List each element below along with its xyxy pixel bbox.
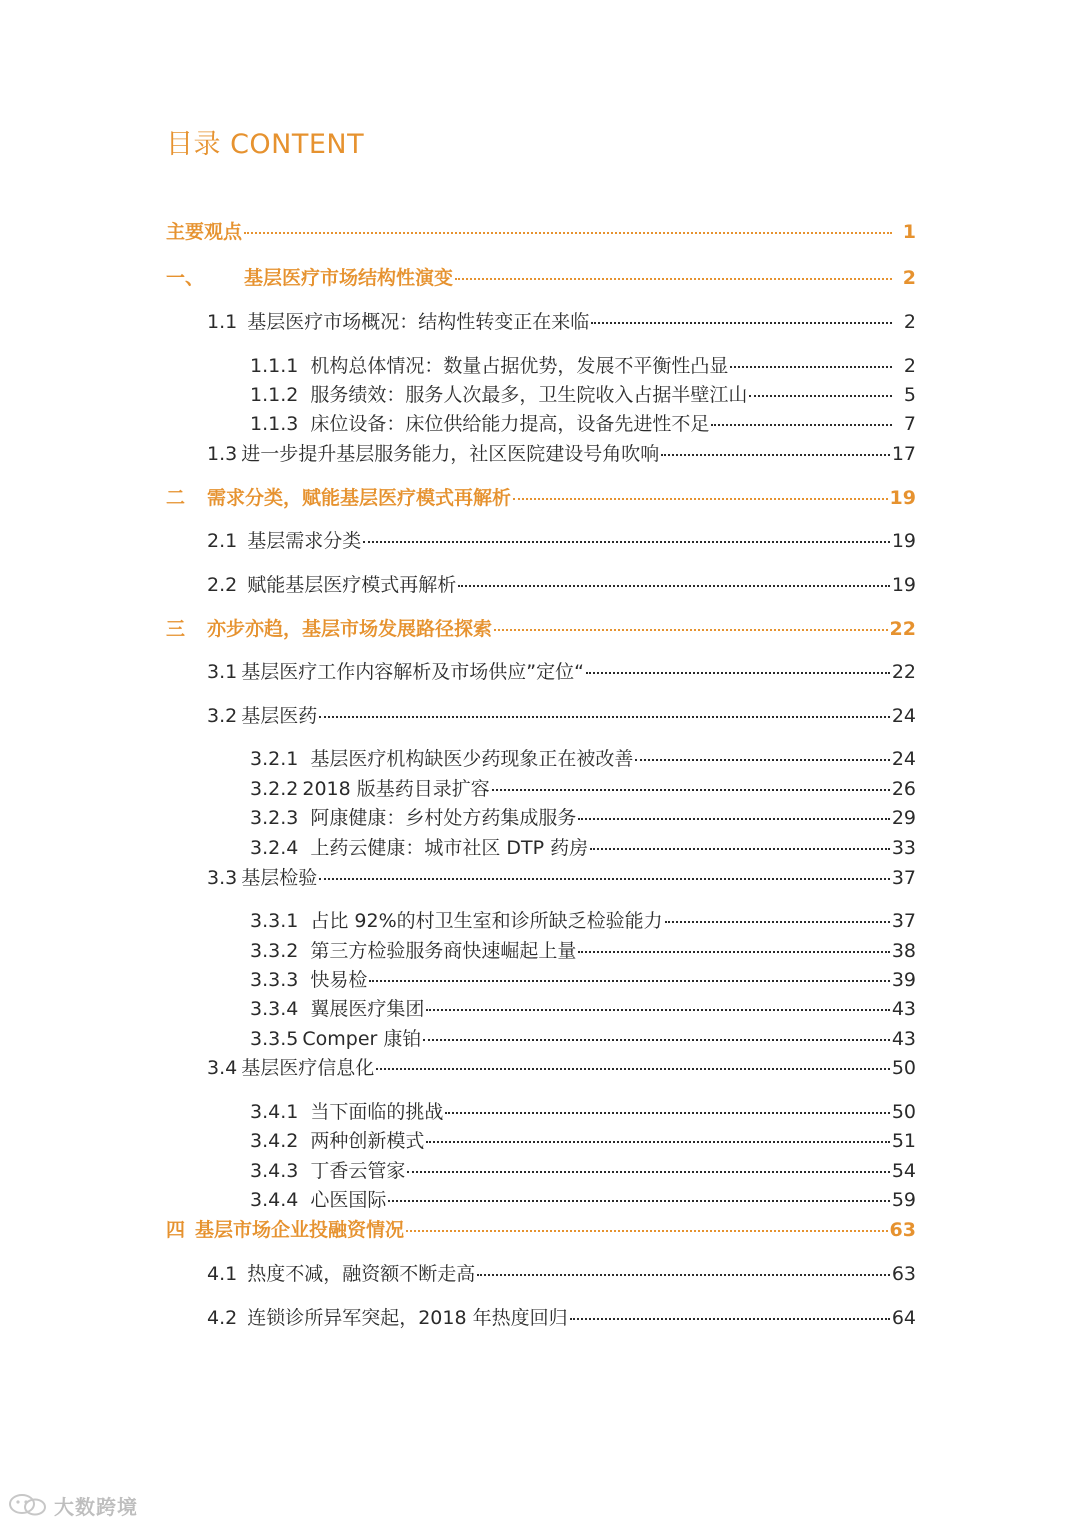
wechat-logo-icon — [8, 1492, 48, 1518]
toc-page-number: 37 — [891, 867, 916, 889]
toc-entry-number: 4.1 — [207, 1263, 238, 1285]
toc-dot-leader — [369, 980, 889, 982]
toc-entry-number: 3.3.5 — [250, 1028, 299, 1050]
toc-entry[interactable] — [250, 1186, 916, 1214]
toc-page-number: 43 — [891, 998, 916, 1020]
toc-dot-leader — [407, 1171, 889, 1173]
toc-entry[interactable] — [250, 907, 916, 935]
toc-entry[interactable] — [207, 658, 916, 686]
toc-entry-title: 阿康健康：乡村处方药集成服务 — [310, 807, 577, 829]
toc-page-number: 22 — [891, 661, 916, 683]
toc-entry-number: 3.4.2 — [250, 1130, 299, 1152]
toc-page-number: 26 — [891, 778, 916, 800]
watermark — [8, 1489, 138, 1521]
toc-entry-number: 3.2.2 — [250, 778, 299, 800]
toc-entry-number: 2.1 — [207, 530, 238, 552]
toc-page-number: 59 — [891, 1189, 916, 1211]
toc-entry-title: 进一步提升基层服务能力，社区医院建设号角吹响 — [241, 443, 660, 465]
toc-page-number: 50 — [891, 1101, 916, 1123]
toc-entry[interactable] — [166, 1216, 916, 1244]
toc-entry-number: 1.3 — [207, 443, 238, 465]
toc-entry-title: 基层医疗机构缺医少药现象正在被改善 — [310, 748, 634, 770]
toc-dot-leader — [492, 789, 890, 791]
toc-page-number: 24 — [891, 748, 916, 770]
toc-page-number: 19 — [891, 530, 916, 552]
toc-dot-leader — [423, 1039, 889, 1041]
toc-entry-title: 机构总体情况：数量占据优势，发展不平衡性凸显 — [310, 355, 729, 377]
toc-entry[interactable] — [207, 308, 916, 336]
toc-page-number: 63 — [889, 1219, 916, 1241]
toc-dot-leader — [426, 1141, 889, 1143]
toc-entry-title: 当下面临的挑战 — [310, 1101, 444, 1123]
toc-entry-number: 3.2.1 — [250, 748, 299, 770]
toc-dot-leader — [635, 759, 889, 761]
toc-dot-leader — [388, 1200, 889, 1202]
toc-page-number: 24 — [891, 705, 916, 727]
toc-entry-title: 基层医药 — [241, 705, 318, 727]
page-title: 目录 CONTENT — [166, 129, 365, 160]
toc-entry[interactable] — [207, 571, 916, 599]
toc-page-number: 38 — [891, 940, 916, 962]
toc-entry-title: 翼展医疗集团 — [310, 998, 425, 1020]
toc-entry-title: 基层检验 — [241, 867, 318, 889]
toc-entry-title: 上药云健康：城市社区 DTP 药房 — [310, 837, 589, 859]
toc-page-number: 64 — [891, 1307, 916, 1329]
toc-entry-number: 1.1.2 — [250, 384, 299, 406]
toc-dot-leader — [477, 1274, 890, 1276]
toc-dot-leader — [426, 1009, 889, 1011]
toc-entry-title: 主要观点 — [166, 221, 243, 243]
toc-entry-number: 1.1.1 — [250, 355, 299, 377]
toc-entry-number: 二 — [166, 487, 186, 509]
toc-entry-number: 3.3.3 — [250, 969, 299, 991]
toc-dot-leader — [578, 818, 889, 820]
toc-dot-leader — [590, 848, 890, 850]
toc-entry[interactable] — [250, 1157, 916, 1185]
toc-entry[interactable] — [207, 1054, 916, 1082]
toc-page-number: 7 — [903, 413, 916, 435]
toc-entry[interactable] — [207, 1304, 916, 1332]
toc-entry[interactable] — [207, 527, 916, 555]
toc-entry-title: 丁香云管家 — [310, 1160, 406, 1182]
toc-dot-leader — [661, 454, 890, 456]
toc-page-number: 50 — [891, 1057, 916, 1079]
toc-page-number: 54 — [891, 1160, 916, 1182]
toc-entry[interactable] — [250, 1025, 916, 1053]
toc-entry[interactable] — [250, 995, 916, 1023]
toc-page-number: 2 — [902, 267, 916, 289]
toc-page-number: 33 — [891, 837, 916, 859]
toc-entry[interactable] — [250, 1127, 916, 1155]
toc-entry-title: 第三方检验服务商快速崛起上量 — [310, 940, 577, 962]
toc-entry[interactable] — [250, 775, 916, 803]
toc-page-number: 2 — [903, 355, 916, 377]
toc-entry-title: Comper 康铂 — [302, 1028, 422, 1050]
toc-dot-leader — [570, 1318, 890, 1320]
toc-page-number: 63 — [891, 1263, 916, 1285]
toc-dot-leader — [319, 716, 890, 718]
toc-dot-leader — [578, 951, 889, 953]
toc-dot-leader — [406, 1230, 888, 1232]
toc-entry-title: 心医国际 — [310, 1189, 387, 1211]
toc-entry-number: 3.2 — [207, 705, 238, 727]
toc-page-number: 22 — [889, 618, 916, 640]
toc-entry-number: 1.1 — [207, 311, 238, 333]
toc-entry[interactable] — [166, 615, 916, 643]
toc-entry[interactable] — [250, 966, 916, 994]
toc-entry-title: 连锁诊所异军突起，2018 年热度回归 — [247, 1307, 568, 1329]
toc-dot-leader — [244, 232, 892, 234]
toc-dot-leader — [458, 585, 890, 587]
toc-entry-title: 热度不减，融资额不断走高 — [247, 1263, 476, 1285]
toc-dot-leader — [494, 629, 888, 631]
toc-dot-leader — [363, 541, 890, 543]
toc-entry-number: 3.3.4 — [250, 998, 299, 1020]
toc-page-number: 51 — [891, 1130, 916, 1152]
toc-entry-title: 服务绩效：服务人次最多，卫生院收入占据半壁江山 — [310, 384, 748, 406]
toc-entry[interactable] — [166, 218, 916, 246]
toc-dot-leader — [586, 672, 890, 674]
toc-page-number: 2 — [903, 311, 916, 333]
toc-entry-number: 一、 — [166, 267, 205, 289]
toc-dot-leader — [665, 921, 890, 923]
toc-entry[interactable] — [250, 381, 916, 409]
toc-entry-number: 3.3.2 — [250, 940, 299, 962]
toc-entry[interactable] — [207, 702, 916, 730]
toc-dot-leader — [730, 366, 892, 368]
toc-entry-title: 2018 版基药目录扩容 — [302, 778, 490, 800]
toc-dot-leader — [455, 278, 892, 280]
toc-entry-title: 基层医疗市场概况：结构性转变正在来临 — [247, 311, 590, 333]
toc-entry[interactable] — [250, 804, 916, 832]
toc-entry[interactable] — [166, 484, 916, 512]
toc-entry[interactable] — [250, 745, 916, 773]
toc-entry-number: 3.4.4 — [250, 1189, 299, 1211]
toc-entry-title: 基层市场企业投融资情况 — [195, 1219, 405, 1241]
toc-entry-number: 3.4.1 — [250, 1101, 299, 1123]
toc-entry-title: 基层医疗信息化 — [241, 1057, 375, 1079]
toc-entry-title: 基层医疗工作内容解析及市场供应”定位“ — [241, 661, 584, 683]
toc-page-number: 17 — [891, 443, 916, 465]
toc-page-number: 39 — [891, 969, 916, 991]
toc-entry[interactable] — [250, 834, 916, 862]
toc-entry[interactable] — [250, 937, 916, 965]
toc-entry[interactable] — [250, 410, 916, 438]
toc-entry-title: 快易检 — [310, 969, 368, 991]
toc-entry[interactable] — [207, 864, 916, 892]
toc-dot-leader — [591, 322, 892, 324]
toc-entry-number: 2.2 — [207, 574, 238, 596]
toc-entry-number: 三 — [166, 618, 186, 640]
toc-dot-leader — [376, 1068, 890, 1070]
toc-entry-number: 1.1.3 — [250, 413, 299, 435]
toc-entry-number: 4.2 — [207, 1307, 238, 1329]
toc-entry[interactable] — [250, 352, 916, 380]
toc-entry-title: 基层医疗市场结构性演变 — [244, 267, 454, 289]
toc-entry[interactable] — [166, 264, 916, 292]
toc-entry-number: 四 — [166, 1219, 186, 1241]
toc-entry-title: 亦步亦趋，基层市场发展路径探索 — [207, 618, 493, 640]
toc-dot-leader — [711, 424, 892, 426]
toc-page-number: 19 — [889, 487, 916, 509]
toc-entry[interactable] — [207, 440, 916, 468]
toc-dot-leader — [749, 395, 892, 397]
toc-page-number: 1 — [902, 221, 916, 243]
toc-entry-title: 基层需求分类 — [247, 530, 362, 552]
toc-page-number: 19 — [891, 574, 916, 596]
toc-entry[interactable] — [250, 1098, 916, 1126]
toc-entry-title: 两种创新模式 — [310, 1130, 425, 1152]
toc-entry-title: 占比 92%的村卫生室和诊所缺乏检验能力 — [310, 910, 663, 932]
toc-entry-title: 床位设备：床位供给能力提高，设备先进性不足 — [310, 413, 710, 435]
toc-page-number: 5 — [903, 384, 916, 406]
toc-entry-number: 3.2.3 — [250, 807, 299, 829]
toc-dot-leader — [445, 1112, 889, 1114]
toc-entry-number: 3.3 — [207, 867, 238, 889]
toc-entry-number: 3.3.1 — [250, 910, 299, 932]
toc-entry-number: 3.1 — [207, 661, 238, 683]
watermark-text: 大数跨境 — [54, 1494, 138, 1519]
toc-page-number: 29 — [891, 807, 916, 829]
toc-entry-title: 赋能基层医疗模式再解析 — [247, 574, 457, 596]
toc-page-number: 37 — [891, 910, 916, 932]
toc-entry[interactable] — [207, 1260, 916, 1288]
toc-entry-number: 3.2.4 — [250, 837, 299, 859]
toc-entry-number: 3.4.3 — [250, 1160, 299, 1182]
toc-entry-title: 需求分类，赋能基层医疗模式再解析 — [207, 487, 512, 509]
toc-entry-number: 3.4 — [207, 1057, 238, 1079]
toc-dot-leader — [319, 878, 890, 880]
toc-page-number: 43 — [891, 1028, 916, 1050]
toc-dot-leader — [513, 498, 888, 500]
